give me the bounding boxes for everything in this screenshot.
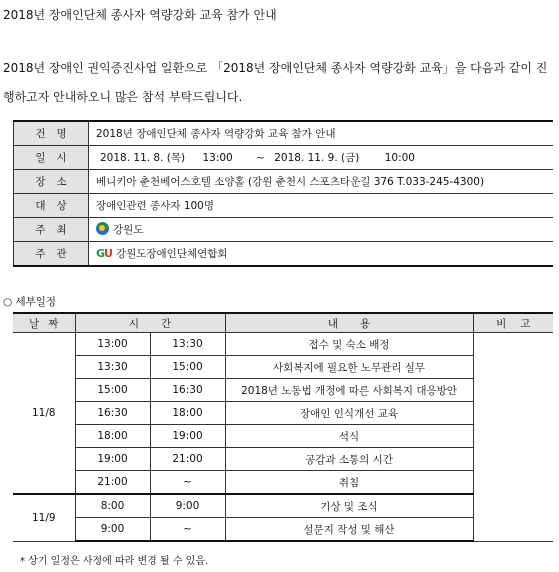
table-row	[13, 379, 553, 402]
start-time-cell: 18:00	[75, 425, 150, 448]
start-time: 13:00	[202, 152, 233, 164]
info-value	[89, 146, 554, 170]
end-time-cell: ~	[150, 518, 225, 542]
end-time: 10:00	[384, 152, 415, 164]
end-time-cell: 19:00	[150, 425, 225, 448]
content-cell: 접수 및 숙소 배정	[225, 333, 473, 356]
host-name: 강원도	[113, 224, 144, 236]
range-separator: ~	[256, 152, 265, 164]
content-cell: 설문지 작성 및 해산	[225, 518, 473, 542]
content-cell: 2018년 노동법 개정에 따른 사회복지 대응방안	[225, 379, 473, 402]
content-cell: 사회복지에 필요한 노무관리 실무	[225, 356, 473, 379]
end-date: 2018. 11. 9. (금)	[274, 152, 360, 164]
info-value: 장애인관련 종사자 100명	[89, 194, 554, 218]
end-time-cell: 16:30	[150, 379, 225, 402]
remarks-cell	[473, 333, 553, 542]
start-time-cell: 13:00	[75, 333, 150, 356]
info-label: 주최	[14, 218, 89, 242]
document-title: 2018년 장애인단체 종사자 역량강화 교육 참가 안내	[3, 8, 277, 22]
start-date: 2018. 11. 8. (목)	[100, 152, 186, 164]
end-time-cell: 21:00	[150, 448, 225, 471]
table-row	[13, 518, 553, 542]
content-cell: 취침	[225, 471, 473, 495]
info-label: 대상	[14, 194, 89, 218]
info-row-name	[14, 121, 554, 146]
info-row-target	[14, 194, 554, 218]
info-label: 건명	[14, 121, 89, 146]
info-table	[13, 120, 553, 267]
start-time-cell: 9:00	[75, 518, 150, 542]
table-row	[13, 333, 553, 356]
start-time-cell: 16:30	[75, 402, 150, 425]
table-row	[13, 494, 553, 518]
end-time-cell: ~	[150, 471, 225, 495]
info-row-venue	[14, 170, 554, 194]
content-cell: 기상 및 조식	[225, 494, 473, 518]
federation-logo-icon: GU	[96, 247, 112, 260]
info-label: 주관	[14, 242, 89, 267]
start-time-cell: 8:00	[75, 494, 150, 518]
gangwon-province-logo-icon	[96, 222, 109, 235]
end-time-cell: 9:00	[150, 494, 225, 518]
info-value	[89, 218, 554, 242]
content-cell: 장애인 인식개선 교육	[225, 402, 473, 425]
header-remarks: 비고	[473, 313, 553, 333]
schedule-section-label: ○ 세부일정	[3, 296, 57, 308]
header-date: 날짜	[13, 313, 75, 333]
info-row-datetime	[14, 146, 554, 170]
info-row-host	[14, 218, 554, 242]
schedule-table	[13, 312, 553, 542]
date-cell: 11/8	[13, 333, 75, 495]
end-time-cell: 18:00	[150, 402, 225, 425]
table-row	[13, 471, 553, 495]
start-time-cell: 19:00	[75, 448, 150, 471]
end-time-cell: 13:30	[150, 333, 225, 356]
info-value: 2018년 장애인단체 종사자 역량강화 교육 참가 안내	[89, 121, 554, 146]
info-label: 장소	[14, 170, 89, 194]
schedule-note: * 상기 일정은 사정에 따라 변경 될 수 있음.	[20, 556, 209, 567]
info-value	[89, 242, 554, 267]
intro-paragraph: 2018년 장애인 권익증진사업 일환으로 「2018년 장애인단체 종사자 역량강화 교육」을 다음과 같이 진행하고자 안내하오니 많은 참석 부탁드립니다.	[3, 61, 548, 104]
schedule-header-row	[13, 313, 553, 333]
content-cell: 석식	[225, 425, 473, 448]
start-time-cell: 15:00	[75, 379, 150, 402]
header-time: 시간	[75, 313, 225, 333]
table-row	[13, 356, 553, 379]
content-cell: 공감과 소통의 시간	[225, 448, 473, 471]
start-time-cell: 21:00	[75, 471, 150, 495]
info-row-organizer	[14, 242, 554, 267]
end-time-cell: 15:00	[150, 356, 225, 379]
table-row	[13, 425, 553, 448]
table-row	[13, 402, 553, 425]
start-time-cell: 13:30	[75, 356, 150, 379]
date-cell: 11/9	[13, 494, 75, 541]
organizer-name: 강원도장애인단체연합회	[115, 248, 228, 260]
info-value: 베니키아 춘천베어스호텔 소양홀 (강원 춘천시 스포츠타운길 376 T.033-245-4300)	[89, 170, 554, 194]
table-row	[13, 448, 553, 471]
header-content: 내용	[225, 313, 473, 333]
info-label: 일시	[14, 146, 89, 170]
